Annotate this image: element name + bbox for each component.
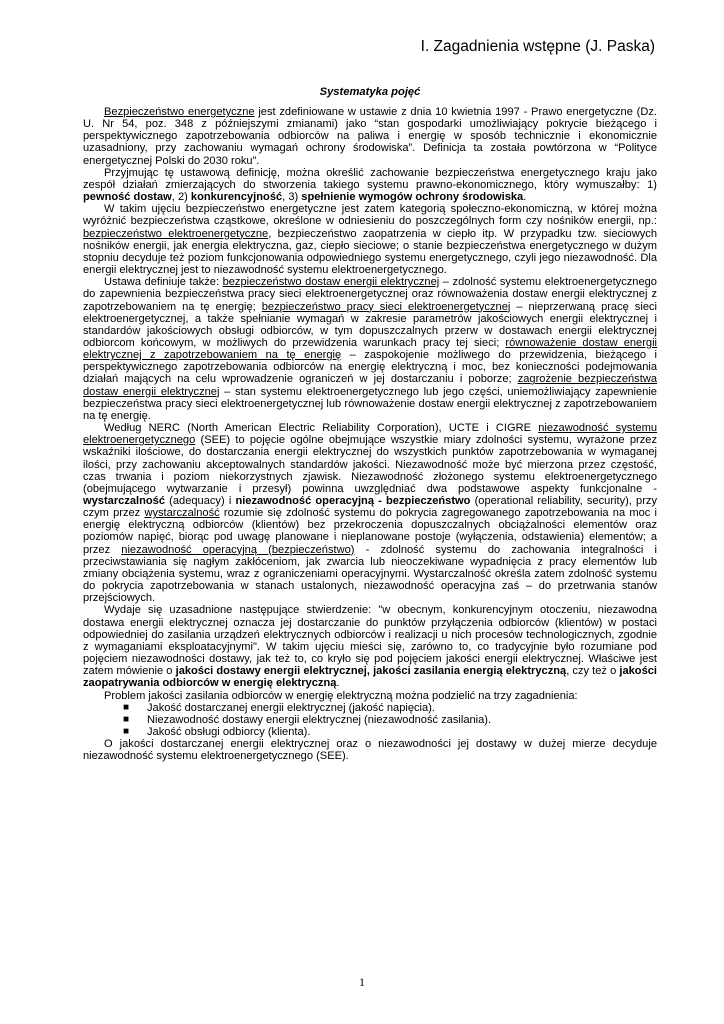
text: . [336, 677, 340, 690]
text: W takim ujęciu bezpieczeństwo energetyczne jest zatem kategorią społeczno-ekonomiczną, w której można wyróżnić bezpieczeństwa cząstkowe, określone w odniesieniu do poszczególnych form czy nośników energii, np.: [83, 203, 657, 228]
square-bullet-icon: ■ [123, 725, 130, 737]
bullet-list [83, 702, 657, 738]
text: – nieprzerwaną pracę sieci elektroenergetycznej, a także spełnianie wymagań w zakresie parametrów jakościowych energii elektrycznej i standardów jakościowych obsługi odbiorców, w tym dopuszczalnych przerw w dostawach energii elektrycznej odbiorcom końcowym, w możliwych do przewidzenia warunkach pracy tej sieci; [83, 300, 658, 349]
paragraph-7: Problem jakości zasilania odbiorców w energię elektryczną można podzielić na trzy zagadnienia: [104, 689, 578, 702]
text: – zdolność systemu elektroenergetycznego do zapewnienia bezpieczeństwa pracy sieci elektroenergetycznej oraz równoważenia dostaw energii elektrycznej z zapotrzebowaniem na tę energię; [83, 276, 657, 313]
paragraph-1 [83, 106, 657, 167]
text: (adequacy) i [165, 495, 236, 507]
text: rozumie się zdolność systemu do pokrycia zagregowanego zapotrzebowania na moc i energię elektryczną odbiorców (klientów) bez przekroczenia dopuszczalnych obciążalności elementów oraz poziomów napięć, biorąc pod uwagę planowane i nieplanowane postoje (wyłączenia, odstawienia) elementów; a przez [83, 507, 657, 556]
section-title: Systematyka pojęć [319, 86, 421, 98]
term-bezpieczenstwo-energetyczne: Bezpieczeństwo energetyczne [104, 106, 255, 118]
text: , czy też o [566, 665, 620, 678]
underlined-term: zagrożenie bezpieczeństwa dostaw energii elektrycznej [83, 373, 657, 398]
text: , 2) [171, 191, 191, 204]
paragraph-2 [83, 167, 657, 203]
body-text [83, 106, 657, 762]
list-item-text: Niezawodność dostawy energii elektrycznej (niezawodność zasilania). [147, 713, 492, 726]
text: – zaspokojenie możliwego do przewidzenia, bieżącego i perspektywicznego zapotrzebowania odbiorców na energię elektryczną i moc, bez konieczności podejmowania działań mających na celu wprowadzenie ograniczeń w jej dostarczaniu i poborze; [83, 349, 658, 386]
paragraph-6 [83, 604, 657, 689]
text: jest zdefiniowane w ustawie z dnia 10 kwietnia 1997 - Prawo energetyczne (Dz. U. Nr 54, poz. 348 z późniejszymi zmianami) jako “stan gospodarki umożliwiający pokrycie bieżącego i perspektywicznego zapotrzebowania odbiorców na paliwa i energię w sposób technicznie i ekonomicznie uzasadniony, przy zachowaniu wymagań ochrony środowiska”. Definicja ta została powtórzona w “Polityce energetycznej Polski do 2030 roku”. [83, 106, 657, 167]
text: – stan systemu elektroenergetycznego lub jego części, uniemożliwiający zapewnienie bezpieczeństwa pracy sieci elektroenergetycznej lub równoważenie dostaw energii elektrycznej z zapotrzebowaniem na tę energię. [83, 385, 657, 422]
underlined-term: bezpieczeństwo pracy sieci elektroenergetycznej [261, 300, 511, 313]
text: Wydaje się uzasadnione następujące stwierdzenie: "w obecnym, konkurencyjnym otoczeniu, niezawodna dostawa energii elektrycznej oznacza jej dostarczanie do punktów przyłączenia odbiorców (klientów) w postaci odpowiedniej do zasilania urządzeń elektrycznych odbiorców i realizacji u nich procesów technologicznych, zgodnie z wymaganiami eksploatacyjnymi". W takim ujęciu mieści się, zarówno to, co tradycyjnie było rozumiane pod pojęciem niezawodności dostawy, jak też to, co kryło się pod pojęciem jakości energii elektrycznej. Właściwe jest zatem mówienie o [83, 604, 657, 678]
underlined-term: bezpieczeństwo dostaw energii elektrycznej [222, 276, 440, 289]
list-item-text: Jakość dostarczanej energii elektrycznej (jakość napięcia). [147, 701, 435, 714]
page-number: 1 [359, 975, 365, 989]
text: - zdolność systemu do zachowania integralności i przeciwstawiania się nagłym zakłóceniom, jak zwarcia lub nieoczekiwane wypadnięcia z pracy elementów lub zmiany obciążenia systemu, wraz z ograniczeniami operacyjnymi. Wystarczalność określa zatem zdolność systemu do pokrycia zapotrzebowania w stanach ustalonych, niezawodność operacyjna zaś – do przetrwania stanów przejściowych. [83, 543, 657, 605]
bold-term: pewność dostaw [83, 191, 172, 204]
text: . [523, 191, 527, 204]
text: , bezpieczeństwo zaopatrzenia w ciepło itp. W przypadku tzw. sieciowych nośników energii, jak energia elektryczna, gaz, ciepło sieciowe; o stanie bezpieczeństwa energetycznego w dużym stopniu decyduje też poziom funkcjonowania odpowiedniego systemu energetycznego, czyli jego niezawodność. Dla energii elektrycznej jest to niezawodność systemu elektroenergetycznego. [83, 227, 658, 277]
bold-term: jakości dostawy energii elektrycznej, jakości zasilania energią elektryczną [175, 665, 567, 678]
page-header: I. Zagadnienia wstępne (J. Paska) [420, 38, 655, 55]
paragraph-5 [83, 422, 657, 604]
list-item [123, 714, 657, 726]
list-item-text: Jakość obsługi odbiorcy (klienta). [147, 725, 311, 738]
text: (SEE) to pojęcie ogólne obejmujące wszystkie miary zdolności systemu, wyrażone przez wskaźniki ilościowe, do dostarczania energii elektrycznej do wszystkich punktów zapotrzebowania w wymaganej ilości, przy zachowaniu akceptowalnych standardów jakości. Niezawodność może być mierzona przez częstość, czas trwania i poziom niekorzystnych zjawisk. Niezawodność złożonego systemu elektroenergetycznego (obejmującego wytwarzanie i przesył) powinna uwzględniać dwa podstawowe aspekty funkcjonalne - [83, 434, 657, 495]
text: Według NERC (North American Electric Reliability Corporation), UCTE i CIGRE [104, 422, 539, 435]
underlined-term: wystarczalność [144, 507, 220, 520]
bold-term: niezawodność operacyjną - bezpieczeństwo [235, 495, 471, 507]
text: Przyjmując tę ustawową definicję, można określić zachowanie bezpieczeństwa energetycznego kraju jako zespół działań zmierzających do stworzenia takiego systemu prawno-ekonomicznego, który wymuszałby: 1) [83, 166, 657, 191]
underlined-term: niezawodność operacyjną (bezpieczeństwo) [121, 543, 355, 556]
text: Ustawa definiuje także: [104, 276, 223, 289]
bold-term: wystarczalność [83, 495, 166, 507]
square-bullet-icon: ■ [123, 701, 130, 713]
underlined-term: równoważenie dostaw energii elektrycznej z zapotrzebowaniem na tę energię [83, 336, 657, 362]
text: (operational reliability, security), przy czym przez [83, 495, 657, 520]
underlined-term: bezpieczeństwo elektroenergetyczne [83, 227, 269, 240]
list-item [123, 726, 657, 738]
square-bullet-icon: ■ [123, 713, 130, 725]
list-item [123, 702, 657, 714]
paragraph-3 [83, 203, 657, 276]
bold-term: konkurencyjność [190, 191, 283, 204]
bold-term: jakości zaopatrywania odbiorców w energię elektryczną [83, 665, 657, 690]
paragraph-8: O jakości dostarczanej energii elektrycznej oraz o niezawodności jej dostawy w dużej mierze decyduje niezawodność systemu elektroenergetycznego (SEE). [83, 738, 657, 763]
paragraph-4 [83, 276, 657, 422]
underlined-term: niezawodność systemu elektroenergetycznego [83, 422, 657, 447]
bold-term: spełnienie wymogów ochrony środowiska [301, 191, 524, 204]
text: , 3) [282, 191, 302, 204]
